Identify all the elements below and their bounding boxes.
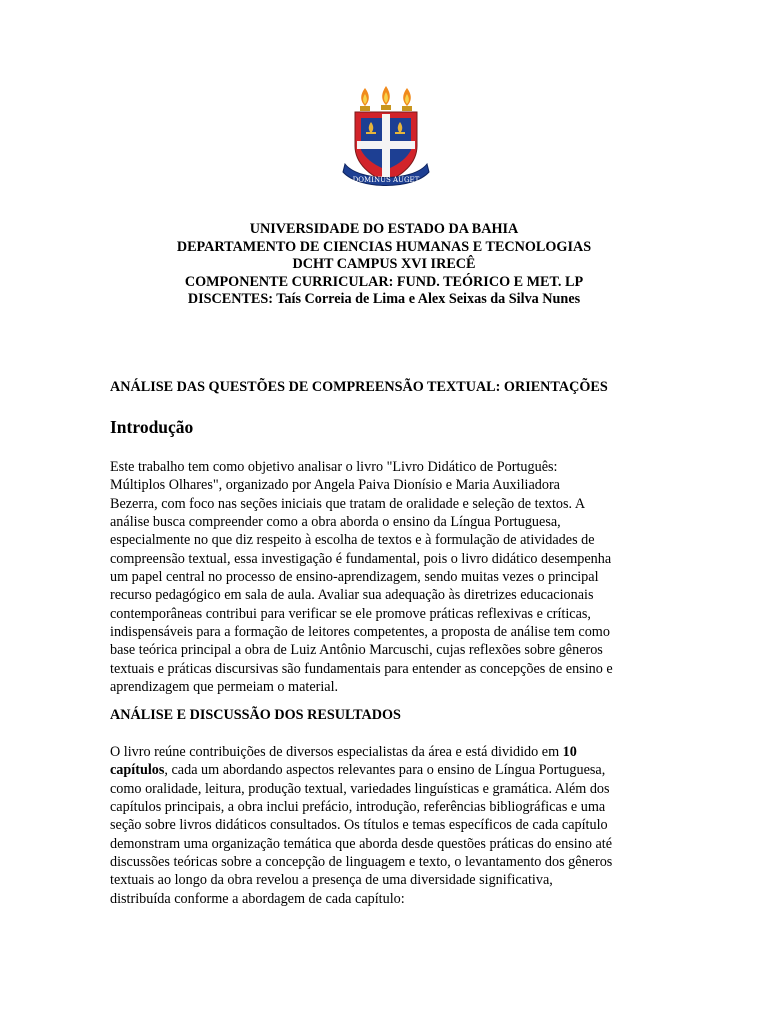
paragraph-line: compreensão textual, essa investigação é fundamental, pois o livro didático desempenha bbox=[110, 550, 612, 567]
introduction-heading: Introdução bbox=[110, 417, 194, 437]
university-crest-logo bbox=[341, 86, 431, 192]
paragraph-line: Este trabalho tem como objetivo analisar o livro "Livro Didático de Português: bbox=[110, 459, 558, 475]
course-component: COMPONENTE CURRICULAR: FUND. TEÓRICO E MET. LP bbox=[184, 273, 584, 290]
paragraph-line: um papel central no processo de ensino-aprendizagem, sendo muitas vezes o principal bbox=[110, 569, 599, 586]
paragraph-line bbox=[110, 743, 612, 761]
institution-header bbox=[80, 221, 688, 309]
paragraph-line: recurso pedagógico em sala de aula. Avaliar sua adequação às diretrizes educacionais bbox=[110, 587, 594, 604]
paragraph-line: Múltiplos Olhares", organizado por Angela Paiva Dionísio e Maria Auxiliadora bbox=[110, 477, 560, 494]
paragraph-line: capítulos principais, a obra inclui prefácio, introdução, referências bibliográficas e uma bbox=[110, 799, 606, 816]
students-names: DISCENTES: Taís Correia de Lima e Alex Seixas da Silva Nunes bbox=[187, 291, 581, 308]
paragraph-line: indispensáveis para a formação de leitores competentes, a proposta de análise tem como bbox=[110, 624, 610, 641]
department-name: DEPARTAMENTO DE CIENCIAS HUMANAS E TECNOLOGIAS bbox=[176, 238, 592, 255]
bold-chapters-word: capítulos bbox=[110, 762, 165, 779]
paragraph-line: seção sobre livros didáticos consultados. Os títulos e temas específicos de cada capítulo bbox=[110, 817, 608, 834]
paragraph-line: base teórica principal a obra de Luiz Antônio Marcuschi, cujas reflexões sobre gêneros bbox=[110, 642, 603, 659]
campus-name: DCHT CAMPUS XVI IRECÊ bbox=[292, 256, 476, 273]
paragraph-line: especialmente no que diz respeito à escolha de textos e à formulação de atividades de bbox=[110, 532, 595, 549]
introduction-paragraph bbox=[110, 458, 613, 696]
paragraph-line: distribuída conforme a abordagem de cada capítulo: bbox=[110, 890, 405, 907]
results-paragraph bbox=[110, 743, 612, 908]
university-name: UNIVERSIDADE DO ESTADO DA BAHIA bbox=[249, 221, 519, 237]
logo-motto: DOMINUS AUGET bbox=[352, 176, 420, 184]
paragraph-line: textuais e práticas discursivas são fundamentais para entender as concepções de ensino e bbox=[110, 660, 613, 677]
bold-chapter-count: 10 bbox=[562, 744, 577, 760]
paragraph-line: textuais ao longo da obra revelou a presença de uma diversidade significativa, bbox=[110, 872, 553, 889]
paragraph-line: análise busca compreender como a obra aborda o ensino da Língua Portuguesa, bbox=[110, 514, 561, 531]
paragraph-line: demonstram uma organização temática que aborda desde questões práticas do ensino até bbox=[110, 835, 613, 852]
paragraph-line bbox=[110, 761, 612, 779]
paragraph-line: contemporâneas contribui para verificar se ele promove práticas reflexivas e críticas, bbox=[110, 605, 591, 622]
paragraph-line: como oralidade, leitura, produção textual, variedades linguísticas e gramática. Além dos bbox=[110, 780, 610, 797]
paragraph-line: aprendizagem que permeiam o material. bbox=[110, 679, 339, 696]
paragraph-line: Bezerra, com foco nas seções iniciais que tratam de oralidade e seleção de textos. A bbox=[110, 495, 586, 512]
paragraph-line: discussões teóricas sobre a concepção de linguagem e texto, o levantamento dos gêneros bbox=[110, 854, 613, 871]
document-title: ANÁLISE DAS QUESTÕES DE COMPREENSÃO TEXTUAL: ORIENTAÇÕES bbox=[110, 379, 608, 395]
results-heading: ANÁLISE E DISCUSSÃO DOS RESULTADOS bbox=[110, 707, 401, 723]
flame-icon bbox=[361, 86, 411, 106]
line-text: , cada um abordando aspectos relevantes para o ensino de Língua Portuguesa, bbox=[164, 762, 606, 779]
line-text: O livro reúne contribuições de diversos especialistas da área e está dividido em bbox=[110, 744, 563, 760]
